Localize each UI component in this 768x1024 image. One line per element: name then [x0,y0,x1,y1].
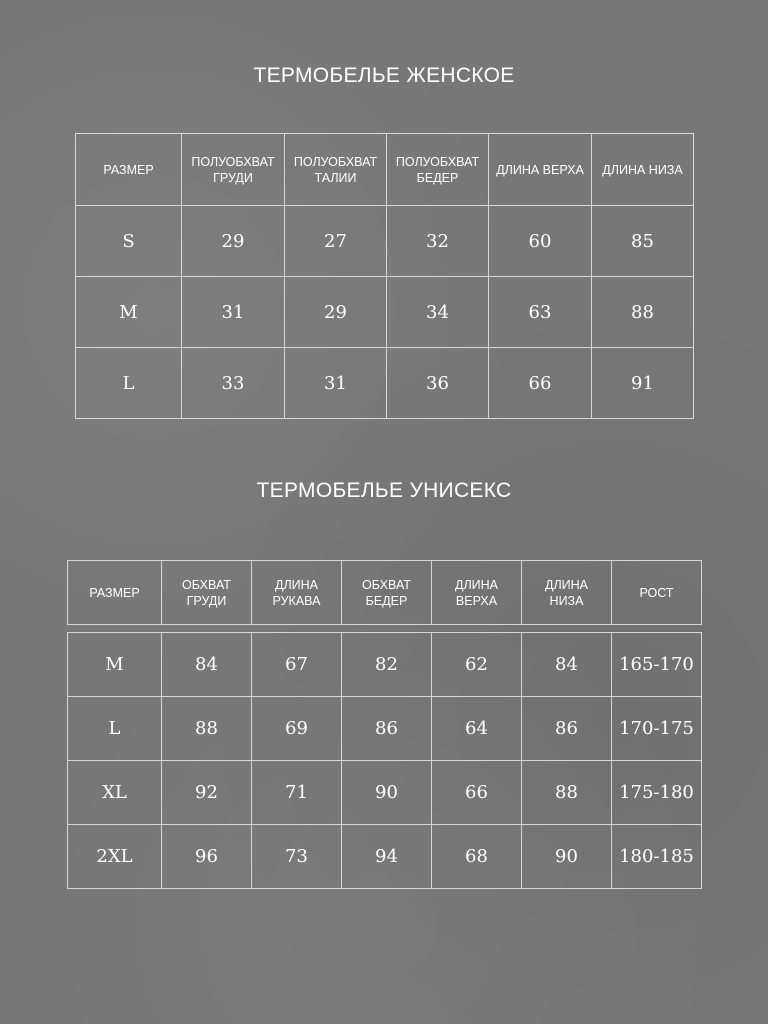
measurement-cell: 66 [432,761,522,825]
measurement-cell: 94 [342,825,432,889]
column-header [592,134,694,206]
column-header-text: ГРУДИ [186,593,227,608]
women-size-chart-title: ТЕРМОБЕЛЬЕ ЖЕНСКОЕ [253,64,515,87]
column-header [285,134,387,206]
measurement-cell: 90 [342,761,432,825]
measurement-cell: 82 [342,633,432,697]
column-header [387,134,489,206]
column-header-text: ГРУДИ [213,170,253,185]
column-header [68,561,162,625]
column-header-text: ДЛИНА [454,577,499,592]
measurement-cell: 60 [489,206,592,277]
column-header-text: РАЗМЕР [103,162,154,177]
measurement-cell: 67 [252,633,342,697]
column-header-text: РОСТ [639,585,674,600]
size-cell: L [76,348,182,419]
header-row [68,561,702,625]
measurement-cell: 62 [432,633,522,697]
measurement-cell: 29 [285,277,387,348]
measurement-cell: 180-185 [612,825,702,889]
measurement-cell: 92 [162,761,252,825]
measurement-cell: 96 [162,825,252,889]
measurement-cell: 91 [592,348,694,419]
measurement-cell: 69 [252,697,342,761]
column-header-text: РАЗМЕР [89,585,140,600]
size-cell: M [68,633,162,697]
table-row [76,277,694,348]
size-cell: 2XL [68,825,162,889]
size-cell: M [76,277,182,348]
size-cell: L [68,697,162,761]
column-header-text: ДЛИНА НИЗА [602,162,683,177]
unisex-size-table-header [67,560,702,625]
column-header [162,561,252,625]
table-row [76,206,694,277]
measurement-cell: 86 [342,697,432,761]
column-header-text: ПОЛУОБХВАТ [191,154,275,169]
column-header-text: ДЛИНА [544,577,589,592]
column-header-text: ДЛИНА [274,577,319,592]
column-header-text: ОБХВАТ [362,577,411,592]
measurement-cell: 68 [432,825,522,889]
header-row [76,134,694,206]
table-row [76,348,694,419]
measurement-cell: 31 [182,277,285,348]
measurement-cell: 32 [387,206,489,277]
measurement-cell: 165-170 [612,633,702,697]
measurement-cell: 63 [489,277,592,348]
size-cell: XL [68,761,162,825]
measurement-cell: 29 [182,206,285,277]
column-header-text: ТАЛИИ [314,170,357,185]
column-header [252,561,342,625]
measurement-cell: 73 [252,825,342,889]
measurement-cell: 34 [387,277,489,348]
measurement-cell: 71 [252,761,342,825]
column-header-text: ОБХВАТ [182,577,231,592]
column-header-text: НИЗА [549,593,584,608]
table-row [68,633,702,697]
measurement-cell: 86 [522,697,612,761]
measurement-cell: 90 [522,825,612,889]
table-row [68,761,702,825]
column-header [489,134,592,206]
women-size-table [75,133,694,419]
column-header [432,561,522,625]
column-header-text: ВЕРХА [455,593,498,608]
column-header-text: ДЛИНА ВЕРХА [496,162,584,177]
table-row [68,825,702,889]
measurement-cell: 66 [489,348,592,419]
table-row [68,697,702,761]
column-header-text: ПОЛУОБХВАТ [293,154,378,169]
column-header [612,561,702,625]
measurement-cell: 27 [285,206,387,277]
measurement-cell: 88 [592,277,694,348]
measurement-cell: 36 [387,348,489,419]
measurement-cell: 84 [162,633,252,697]
measurement-cell: 64 [432,697,522,761]
column-header-text: БЕДЕР [365,593,408,608]
measurement-cell: 88 [162,697,252,761]
size-cell: S [76,206,182,277]
column-header [76,134,182,206]
measurement-cell: 175-180 [612,761,702,825]
column-header [522,561,612,625]
measurement-cell: 84 [522,633,612,697]
column-header-text: ПОЛУОБХВАТ [395,154,480,169]
measurement-cell: 31 [285,348,387,419]
measurement-cell: 88 [522,761,612,825]
measurement-cell: 33 [182,348,285,419]
column-header-text: БЕДЕР [416,170,459,185]
column-header-text: РУКАВА [272,593,321,608]
column-header [182,134,285,206]
measurement-cell: 85 [592,206,694,277]
column-header [342,561,432,625]
measurement-cell: 170-175 [612,697,702,761]
unisex-size-table [67,632,702,889]
unisex-size-chart-title: ТЕРМОБЕЛЬЕ УНИСЕКС [256,479,512,502]
